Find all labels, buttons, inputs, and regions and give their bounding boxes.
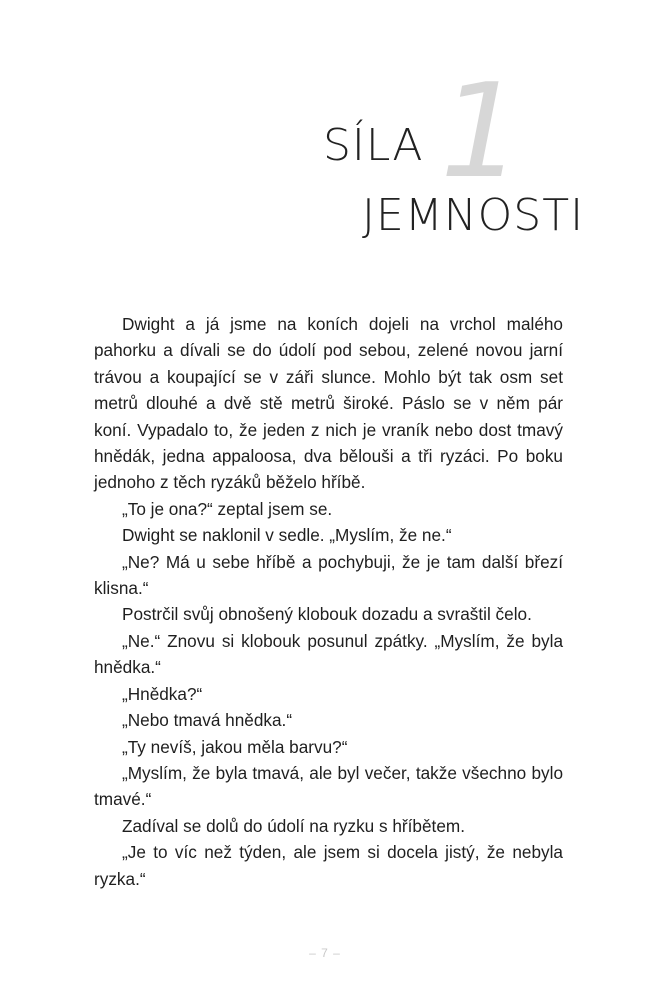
paragraph: „Je to víc než týden, ale jsem si docela jistý, že nebyla ryzka.“ — [94, 842, 563, 889]
chapter-heading — [0, 0, 650, 290]
paragraph: Zadíval se dolů do údolí na ryzku s hříbětem. — [122, 815, 465, 836]
chapter-number: 1 — [440, 55, 523, 207]
page-number: – 7 – — [309, 946, 341, 960]
paragraph: Dwight a já jsme na koních dojeli na vrchol malého pahorku a dívali se do údolí pod sebou, zelené novou jarní trávou a koupající se v záři slunce. Mohlo být tak osm set metrů dlouhé a dvě stě metrů široké. Páslo se v něm pár koní. Vypadalo to, že jeden z nich je vraník nebo dost tmavý hnědák, jedna appaloosa, dva bělouši a tři ryzáci. Po boku jednoho z těch ryzáků běželo hříbě. — [94, 314, 563, 493]
paragraph: „To je ona?“ zeptal jsem se. — [122, 498, 333, 519]
chapter-title-line-1: SÍLA — [323, 120, 424, 171]
chapter-body-text — [94, 311, 563, 892]
chapter-title-line-2: JEMNOSTI — [362, 190, 585, 241]
paragraph: „Ne.“ Znovu si klobouk posunul zpátky. „Myslím, že byla hnědka.“ — [94, 630, 563, 678]
paragraph: „Ne? Má u sebe hříbě a pochybuji, že je tam další březí klisna.“ — [94, 551, 563, 599]
paragraph: „Myslím, že byla tmavá, ale byl večer, takže všechno bylo tmavé.“ — [94, 762, 563, 810]
paragraph: Postrčil svůj obnošený klobouk dozadu a svraštil čelo. — [122, 604, 532, 625]
paragraph: „Nebo tmavá hnědka.“ — [122, 710, 293, 731]
paragraph: „Hnědka?“ — [122, 683, 203, 704]
paragraph: Dwight se naklonil v sedle. „Myslím, že ne.“ — [122, 525, 452, 546]
paragraph: „Ty nevíš, jakou měla barvu?“ — [122, 736, 348, 757]
